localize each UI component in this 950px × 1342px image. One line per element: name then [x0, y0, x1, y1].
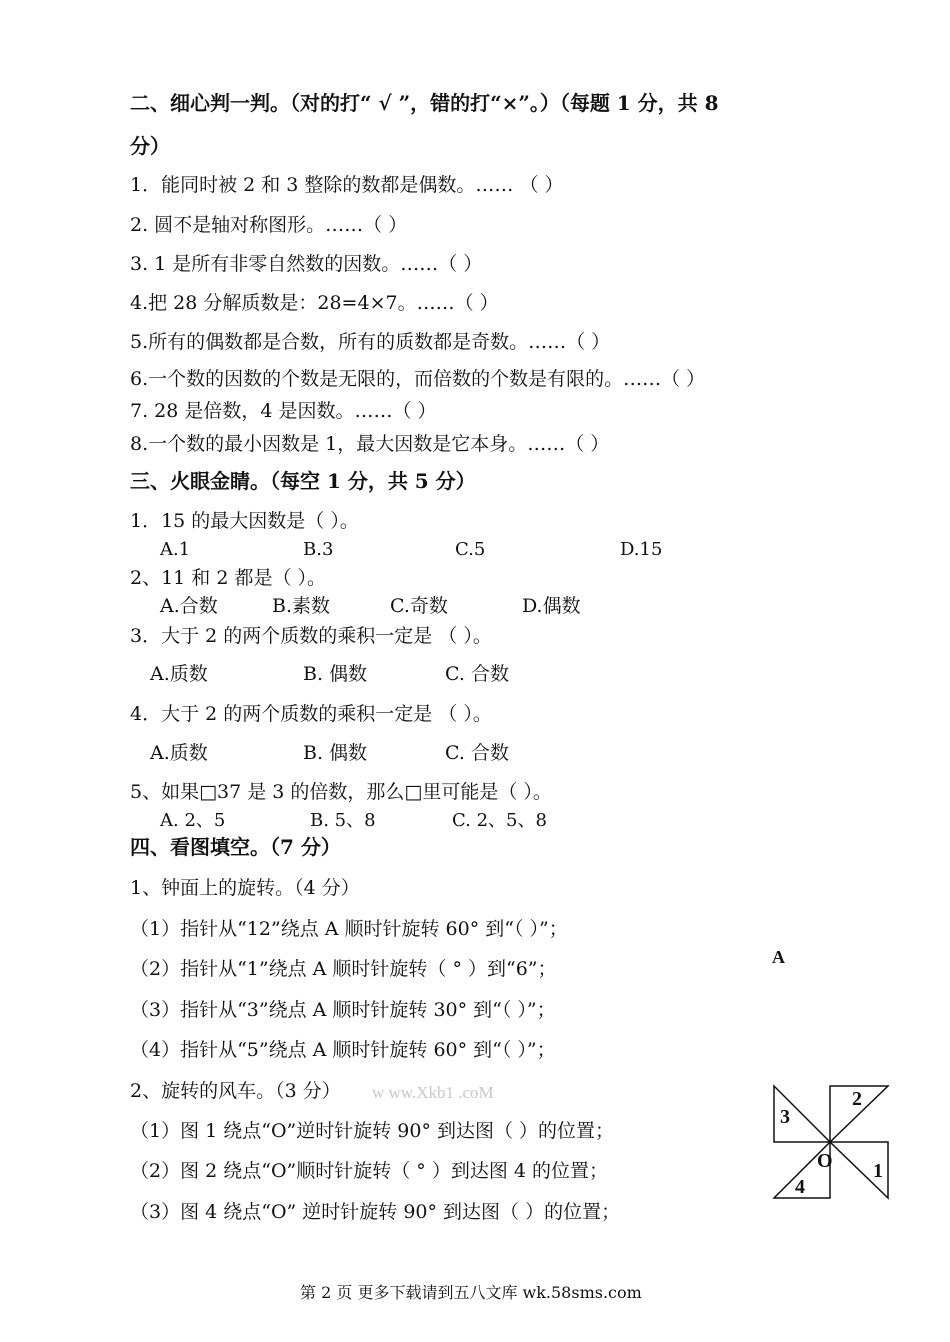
option-c: C. 2、5、8	[452, 810, 547, 831]
option-c: C.奇数	[390, 595, 448, 617]
clock-item-3: （3）指针从“3”绕点 A 顺时针旋转 30° 到“（ ）”；	[130, 999, 556, 1021]
choice-question-2: 2、11 和 2 都是（ ）。	[130, 567, 327, 589]
choice-question-4: 4．大于 2 的两个质数的乘积一定是 （ ）。	[130, 703, 492, 725]
option-c: C.5	[455, 539, 486, 560]
judge-item-1: 1．能同时被 2 和 3 整除的数都是偶数。…… （ ）	[130, 174, 564, 196]
clock-point-label: A	[772, 947, 785, 967]
windmill-item-1: （1）图 1 绕点“O”逆时针旋转 90° 到达图（ ）的位置；	[130, 1120, 615, 1142]
option-a: A.质数	[150, 663, 208, 685]
option-c: C. 合数	[445, 742, 509, 764]
judge-item-6: 6.一个数的因数的个数是无限的，而倍数的个数是有限的。……（ ）	[130, 368, 706, 390]
watermark: w ww.Xkb1 .coM	[372, 1083, 494, 1102]
judge-item-2: 2. 圆不是轴对称图形。……（ ）	[130, 214, 408, 236]
windmill-center-label: O	[817, 1150, 833, 1172]
judge-item-3: 3. 1 是所有非零自然数的因数。……（ ）	[130, 253, 483, 275]
windmill-label-1: 1	[873, 1160, 883, 1182]
windmill-label-4: 4	[795, 1176, 805, 1198]
option-b: B.3	[303, 539, 334, 560]
option-a: A. 2、5	[160, 810, 226, 831]
section2-title-cont: 分）	[130, 134, 170, 158]
clock-item-1: （1）指针从“12”绕点 A 顺时针旋转 60° 到“（ ）”；	[130, 918, 568, 940]
option-b: B. 5、8	[310, 810, 376, 831]
clock-item-2: （2）指针从“1”绕点 A 顺时针旋转（ ° ）到“6”；	[130, 958, 557, 980]
option-a: A.质数	[150, 742, 208, 764]
choice-question-1: 1．15 的最大因数是（ ）。	[130, 510, 359, 532]
judge-item-5: 5.所有的偶数都是合数，所有的质数都是奇数。……（ ）	[130, 331, 611, 353]
choice-question-5: 5、如果□37 是 3 的倍数，那么□里可能是（ ）。	[130, 781, 552, 803]
option-b: B. 偶数	[303, 742, 368, 764]
section3-title: 三、火眼金睛。（每空 1 分，共 5 分）	[130, 469, 476, 493]
choice-question-3: 3．大于 2 的两个质数的乘积一定是 （ ）。	[130, 625, 492, 647]
clock-item-4: （4）指针从“5”绕点 A 顺时针旋转 60° 到“（ ）”；	[130, 1039, 556, 1061]
judge-item-4: 4.把 28 分解质数是：28=4×7。……（ ）	[130, 292, 499, 314]
option-d: D.15	[620, 539, 663, 560]
option-a: A.1	[160, 539, 191, 560]
option-c: C. 合数	[445, 663, 509, 685]
judge-item-7: 7. 28 是倍数，4 是因数。……（ ）	[130, 400, 437, 422]
option-a: A.合数	[160, 595, 218, 617]
windmill-item-3: （3）图 4 绕点“O” 逆时针旋转 90° 到达图（ ）的位置；	[130, 1201, 621, 1223]
option-b: B. 偶数	[303, 663, 368, 685]
section2-title: 二、细心判一判。（对的打“ √ ”，错的打“×”。）（每题 1 分，共 8	[130, 91, 719, 115]
windmill-label-3: 3	[780, 1106, 790, 1128]
option-b: B.素数	[272, 595, 331, 617]
windmill-problem-title: 2、旋转的风车。（3 分）	[130, 1080, 341, 1102]
windmill-label-2: 2	[852, 1088, 862, 1110]
section4-title: 四、看图填空。（7 分）	[130, 835, 341, 859]
option-d: D.偶数	[522, 595, 581, 617]
windmill-figure	[770, 1082, 892, 1202]
clock-problem-title: 1、钟面上的旋转。（4 分）	[130, 877, 360, 899]
judge-item-8: 8.一个数的最小因数是 1，最大因数是它本身。……（ ）	[130, 433, 610, 455]
windmill-item-2: （2）图 2 绕点“O”顺时针旋转（ ° ）到达图 4 的位置；	[130, 1160, 609, 1182]
page-footer: 第 2 页 更多下载请到五八文库 wk.58sms.com	[300, 1283, 642, 1302]
